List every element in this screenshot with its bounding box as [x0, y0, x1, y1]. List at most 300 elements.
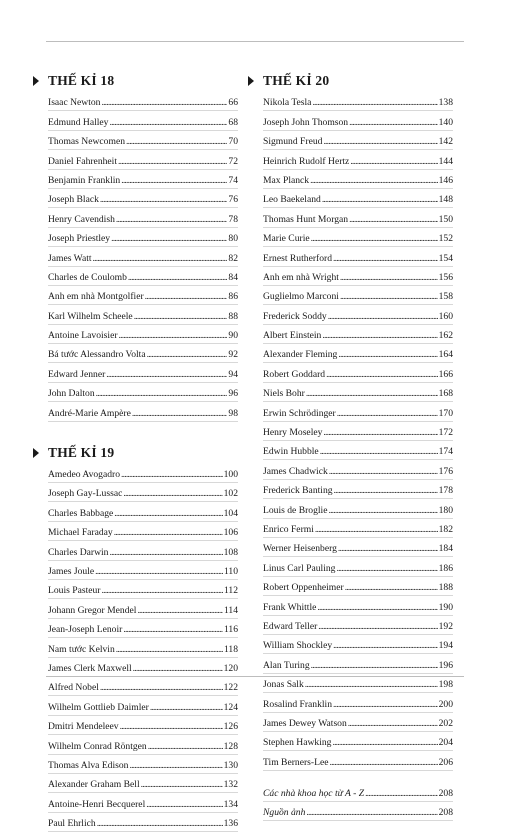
toc-entry-name: Bá tước Alessandro Volta	[48, 349, 146, 361]
section-title: THẾ KỈ 19	[48, 444, 115, 460]
dot-leader	[133, 662, 223, 676]
toc-entry-name: Linus Carl Pauling	[263, 562, 336, 574]
toc-entry-name: Erwin Schrödinger	[263, 407, 336, 419]
toc-entry-page-number: 80	[228, 233, 238, 245]
toc-entry-page-number: 68	[228, 116, 238, 128]
toc-entry-name: Robert Oppenheimer	[263, 582, 344, 594]
toc-entry	[48, 793, 238, 812]
dot-leader	[318, 620, 437, 634]
toc-entry-name: Thomas Hunt Morgan	[263, 213, 349, 225]
dot-leader	[315, 523, 438, 537]
toc-entry	[48, 561, 238, 580]
toc-entry	[48, 541, 238, 560]
toc-entry-name: James Joule	[48, 565, 95, 577]
toc-entry-page-number: 202	[438, 717, 453, 729]
toc-list-appendix	[263, 783, 453, 822]
toc-entry	[263, 557, 453, 576]
toc-entry-name: Alan Turing	[263, 659, 310, 671]
toc-entry-name: James Clerk Maxwell	[48, 662, 132, 674]
toc-entry-name: Edwin Hubble	[263, 446, 319, 458]
toc-entry-page-number: 136	[223, 818, 238, 830]
toc-entry	[48, 228, 238, 247]
toc-entry-page-number: 102	[223, 488, 238, 500]
toc-entry	[263, 363, 453, 382]
dot-leader	[326, 368, 438, 382]
dot-leader	[128, 271, 228, 285]
dot-leader	[306, 387, 438, 401]
toc-entry-name: Paul Ehrlich	[48, 818, 96, 830]
toc-entry-name: Dmitri Mendeleev	[48, 721, 119, 733]
toc-entry-name: Nikola Tesla	[263, 97, 312, 109]
toc-entry-name: Michael Faraday	[48, 527, 113, 539]
dot-leader	[349, 116, 438, 130]
toc-entry	[263, 383, 453, 402]
toc-entry	[263, 247, 453, 266]
toc-entry	[263, 131, 453, 150]
dot-leader	[129, 759, 222, 773]
toc-entry-page-number: 172	[438, 427, 453, 439]
dot-leader	[146, 798, 222, 812]
toc-entry	[263, 751, 453, 770]
toc-entry-page-number: 146	[438, 174, 453, 186]
toc-entry-name: Jonas Salk	[263, 679, 304, 691]
toc-entry-page-number: 78	[228, 213, 238, 225]
toc-entry-page-number: 194	[438, 640, 453, 652]
toc-entry-name: Louis de Broglie	[263, 504, 328, 516]
toc-entry	[48, 402, 238, 421]
toc-entry	[263, 635, 453, 654]
toc-entry-name: André-Marie Ampère	[48, 407, 131, 419]
dot-leader	[102, 584, 223, 598]
toc-entry-page-number: 108	[223, 546, 238, 558]
toc-entry	[48, 286, 238, 305]
toc-entry-page-number: 174	[438, 446, 453, 458]
toc-entry-name: Wilhelm Gottlieb Daimler	[48, 701, 149, 713]
toc-entry-name: Robert Goddard	[263, 368, 326, 380]
toc-entry-name: Henry Moseley	[263, 427, 323, 439]
toc-entry-page-number: 76	[228, 194, 238, 206]
toc-entry	[263, 228, 453, 247]
dot-leader	[120, 720, 223, 734]
toc-entry-name: Antoine-Henri Becquerel	[48, 798, 146, 810]
dot-leader	[312, 96, 437, 110]
dot-leader	[340, 271, 438, 285]
toc-entry	[263, 538, 453, 557]
toc-entry-name: Wilhelm Conrad Röntgen	[48, 740, 147, 752]
toc-entry	[263, 189, 453, 208]
toc-entry	[48, 111, 238, 130]
toc-entry-name: Werner Heisenberg	[263, 543, 337, 555]
toc-entry-page-number: 198	[438, 679, 453, 691]
toc-entry-name: Edmund Halley	[48, 116, 109, 128]
section-title: THẾ KỈ 18	[48, 73, 115, 88]
toc-entry-page-number: 200	[438, 698, 453, 710]
toc-entry-page-number: 86	[228, 291, 238, 303]
dot-leader	[97, 817, 223, 831]
toc-entry-page-number: 92	[228, 349, 238, 361]
toc-entry-page-number: 196	[438, 659, 453, 671]
dot-leader	[109, 116, 227, 130]
dot-leader	[93, 252, 228, 266]
toc-entry	[48, 580, 238, 599]
dot-leader	[137, 604, 223, 618]
dot-leader	[322, 329, 437, 343]
dot-leader	[100, 193, 228, 207]
dot-leader	[333, 252, 438, 266]
toc-entry	[48, 774, 238, 793]
toc-entry-page-number: 70	[228, 136, 238, 148]
triangle-bullet-icon	[33, 76, 39, 86]
dot-leader	[95, 565, 223, 579]
dot-leader	[305, 678, 438, 692]
toc-entry-page-number: 184	[438, 543, 453, 555]
toc-entry-page-number: 160	[438, 310, 453, 322]
dot-leader	[320, 445, 438, 459]
dot-leader	[328, 310, 438, 324]
triangle-bullet-icon	[33, 448, 39, 458]
toc-entry	[48, 131, 238, 150]
dot-leader	[111, 232, 227, 246]
toc-entry-name: Rosalind Franklin	[263, 698, 333, 710]
dot-leader	[121, 174, 227, 188]
toc-entry-page-number: 126	[223, 721, 238, 733]
toc-entry-page-number: 132	[223, 779, 238, 791]
dot-leader	[334, 484, 438, 498]
toc-entry-name: Edward Jenner	[48, 368, 106, 380]
toc-entry-name: Anh em nhà Montgolfier	[48, 291, 144, 303]
toc-list-18th-century	[48, 92, 238, 422]
toc-entry-name: Frederick Banting	[263, 485, 333, 497]
toc-entry-page-number: 100	[223, 469, 238, 481]
dot-leader	[311, 659, 438, 673]
toc-entry-page-number: 130	[223, 759, 238, 771]
toc-entry-page-number: 178	[438, 485, 453, 497]
toc-entry-name: Stephen Hawking	[263, 737, 332, 749]
toc-entry-page-number: 118	[223, 643, 238, 655]
toc-entry	[48, 305, 238, 324]
toc-entry-page-number: 66	[228, 97, 238, 109]
toc-entry	[263, 499, 453, 518]
toc-entry	[263, 325, 453, 344]
section-heading-19th-century	[33, 442, 238, 464]
toc-entry-name: Ernest Rutherford	[263, 252, 333, 264]
toc-entry-name: Benjamin Franklin	[48, 174, 121, 186]
toc-entry-page-number: 208	[438, 807, 453, 819]
dot-leader	[147, 348, 228, 362]
toc-entry	[263, 577, 453, 596]
dot-leader	[132, 407, 228, 421]
dot-leader	[311, 232, 438, 246]
toc-entry-page-number: 170	[438, 407, 453, 419]
toc-entry	[48, 92, 238, 111]
toc-entry	[48, 344, 238, 363]
dot-leader	[306, 806, 437, 820]
dot-leader	[116, 643, 223, 657]
toc-entry-page-number: 110	[223, 565, 238, 577]
dot-leader	[123, 623, 223, 637]
toc-entry-page-number: 188	[438, 582, 453, 594]
toc-entry-page-number: 192	[438, 620, 453, 632]
toc-entry-page-number: 152	[438, 233, 453, 245]
dot-leader	[323, 426, 437, 440]
toc-entry-page-number: 144	[438, 155, 453, 167]
toc-entry-name: Max Planck	[263, 174, 310, 186]
toc-entry-name: Charles de Coulomb	[48, 271, 127, 283]
dot-leader	[114, 526, 223, 540]
toc-entry-name: Thomas Alva Edison	[48, 759, 129, 771]
toc-entry	[48, 325, 238, 344]
dot-leader	[350, 155, 437, 169]
toc-entry-name: Albert Einstein	[263, 330, 322, 342]
dot-leader	[96, 387, 228, 401]
toc-entry	[263, 92, 453, 111]
toc-entry	[48, 755, 238, 774]
toc-entry	[263, 422, 453, 441]
toc-entry-name: Isaac Newton	[48, 97, 101, 109]
toc-entry	[263, 208, 453, 227]
toc-entry-page-number: 186	[438, 562, 453, 574]
toc-entry-name: Leo Baekeland	[263, 194, 321, 206]
toc-entry-name: Frederick Soddy	[263, 310, 327, 322]
toc-entry-page-number: 94	[228, 368, 238, 380]
toc-entry	[263, 344, 453, 363]
toc-entry-page-number: 120	[223, 662, 238, 674]
section-title: THẾ KỈ 20	[263, 73, 330, 88]
toc-entry-name: Frank Whittle	[263, 601, 317, 613]
toc-entry	[48, 813, 238, 832]
top-rule	[46, 41, 464, 42]
toc-entry-name: Alexander Fleming	[263, 349, 338, 361]
toc-entry-page-number: 140	[438, 116, 453, 128]
toc-entry-name: James Chadwick	[263, 465, 328, 477]
toc-entry-name: Johann Gregor Mendel	[48, 604, 137, 616]
toc-entry-page-number: 128	[223, 740, 238, 752]
toc-entry	[263, 616, 453, 635]
dot-leader	[348, 717, 438, 731]
toc-entry-name: Karl Wilhelm Scheele	[48, 310, 133, 322]
toc-entry-page-number: 74	[228, 174, 238, 186]
toc-entry	[263, 802, 453, 821]
dot-leader	[349, 213, 438, 227]
toc-entry	[48, 170, 238, 189]
toc-entry-page-number: 176	[438, 465, 453, 477]
toc-entry	[48, 522, 238, 541]
toc-entry-name: Alexander Graham Bell	[48, 779, 140, 791]
toc-entry-page-number: 142	[438, 136, 453, 148]
toc-entry	[48, 483, 238, 502]
toc-entry-name: Nguồn ảnh	[263, 807, 306, 819]
toc-entry-name: James Watt	[48, 252, 92, 264]
dot-leader	[345, 581, 438, 595]
toc-entry	[48, 363, 238, 382]
toc-entry-name: John Dalton	[48, 388, 95, 400]
dot-leader	[116, 213, 228, 227]
dot-leader	[365, 787, 438, 801]
toc-entry-name: Alfred Nobel	[48, 682, 99, 694]
dot-leader	[109, 546, 222, 560]
dot-leader	[101, 96, 227, 110]
toc-entry-page-number: 162	[438, 330, 453, 342]
toc-entry-name: Guglielmo Marconi	[263, 291, 339, 303]
toc-entry-name: Daniel Fahrenheit	[48, 155, 117, 167]
dot-leader	[340, 290, 438, 304]
dot-leader	[121, 468, 223, 482]
toc-entry	[263, 267, 453, 286]
toc-entry-name: Amedeo Avogadro	[48, 469, 121, 481]
dot-leader	[100, 681, 223, 695]
triangle-bullet-icon	[248, 76, 254, 86]
dot-leader	[141, 778, 223, 792]
dot-leader	[123, 487, 222, 501]
toc-entry-name: Charles Babbage	[48, 507, 114, 519]
toc-entry	[263, 170, 453, 189]
dot-leader	[336, 562, 437, 576]
dot-leader	[333, 698, 438, 712]
toc-entry-name: Sigmund Freud	[263, 136, 323, 148]
toc-entry	[48, 208, 238, 227]
toc-entry	[48, 638, 238, 657]
toc-entry-name: William Shockley	[263, 640, 333, 652]
toc-entry	[48, 677, 238, 696]
toc-entry	[263, 693, 453, 712]
toc-entry-page-number: 124	[223, 701, 238, 713]
toc-entry	[263, 480, 453, 499]
dot-leader	[332, 736, 437, 750]
toc-entry-name: Charles Darwin	[48, 546, 109, 558]
toc-entry-page-number: 206	[438, 756, 453, 768]
toc-entry-name: Edward Teller	[263, 620, 318, 632]
toc-entry	[48, 247, 238, 266]
section-heading-18th-century	[33, 70, 238, 92]
toc-entry-page-number: 150	[438, 213, 453, 225]
dot-leader	[322, 193, 438, 207]
dot-leader	[317, 601, 437, 615]
toc-entry-page-number: 204	[438, 737, 453, 749]
toc-entry	[263, 713, 453, 732]
toc-entry-page-number: 98	[228, 407, 238, 419]
toc-entry	[263, 111, 453, 130]
dot-leader	[134, 310, 228, 324]
toc-entry-name: Henry Cavendish	[48, 213, 115, 225]
toc-entry	[48, 189, 238, 208]
toc-entry-name: Tim Berners-Lee	[263, 756, 329, 768]
toc-entry-name: Thomas Newcomen	[48, 136, 125, 148]
toc-entry-page-number: 96	[228, 388, 238, 400]
toc-entry-page-number: 180	[438, 504, 453, 516]
toc-entry-name: Joseph Gay-Lussac	[48, 488, 123, 500]
toc-entry-name: Marie Curie	[263, 233, 310, 245]
toc-entry-page-number: 182	[438, 523, 453, 535]
toc-entry	[48, 619, 238, 638]
toc-entry-page-number: 134	[223, 798, 238, 810]
toc-entry	[48, 658, 238, 677]
toc-entry	[48, 735, 238, 754]
toc-entry-page-number: 168	[438, 388, 453, 400]
toc-entry-name: Joseph Black	[48, 194, 99, 206]
dot-leader	[338, 348, 437, 362]
toc-entry	[263, 654, 453, 673]
dot-leader	[106, 368, 227, 382]
toc-entry-name: Joseph Priestley	[48, 233, 111, 245]
dot-leader	[310, 174, 438, 188]
toc-entry	[48, 150, 238, 169]
column-right	[263, 70, 453, 821]
toc-entry-name: Niels Bohr	[263, 388, 305, 400]
toc-entry	[263, 596, 453, 615]
toc-entry-page-number: 138	[438, 97, 453, 109]
toc-entry-name: James Dewey Watson	[263, 717, 347, 729]
dot-leader	[119, 329, 228, 343]
toc-entry-page-number: 104	[223, 507, 238, 519]
toc-entry-page-number: 164	[438, 349, 453, 361]
dot-leader	[328, 504, 437, 518]
toc-entry	[48, 383, 238, 402]
toc-entry	[263, 402, 453, 421]
toc-entry-name: Louis Pasteur	[48, 585, 101, 597]
toc-entry-name: Enrico Fermi	[263, 523, 314, 535]
toc-entry-page-number: 208	[438, 788, 453, 800]
toc-entry-page-number: 88	[228, 310, 238, 322]
toc-entry	[263, 150, 453, 169]
toc-entry-name: Anh em nhà Wright	[263, 271, 339, 283]
toc-entry-name: Joseph John Thomson	[263, 116, 349, 128]
dot-leader	[145, 290, 228, 304]
dot-leader	[126, 135, 227, 149]
dot-leader	[148, 740, 223, 754]
dot-leader	[150, 701, 223, 715]
toc-entry-page-number: 82	[228, 252, 238, 264]
toc-entry-page-number: 112	[223, 585, 238, 597]
dot-leader	[114, 507, 222, 521]
toc-entry-page-number: 166	[438, 368, 453, 380]
toc-entry	[263, 732, 453, 751]
toc-entry-name: Jean-Joseph Lenoir	[48, 624, 123, 636]
toc-entry-page-number: 148	[438, 194, 453, 206]
section-heading-20th-century	[248, 70, 453, 92]
dot-leader	[333, 639, 437, 653]
bottom-rule	[46, 676, 464, 677]
dot-leader	[337, 407, 438, 421]
toc-entry-page-number: 154	[438, 252, 453, 264]
toc-entry-page-number: 122	[223, 682, 238, 694]
toc-entry-page-number: 158	[438, 291, 453, 303]
toc-entry-page-number: 90	[228, 330, 238, 342]
toc-entry	[48, 696, 238, 715]
toc-entry-page-number: 84	[228, 271, 238, 283]
toc-entry-name: Antoine Lavoisier	[48, 330, 118, 342]
toc-entry	[263, 519, 453, 538]
toc-entry	[263, 460, 453, 479]
toc-entry-page-number: 156	[438, 271, 453, 283]
toc-entry	[263, 286, 453, 305]
dot-leader	[329, 465, 438, 479]
column-left	[48, 70, 238, 832]
toc-entry-page-number: 114	[223, 604, 238, 616]
toc-entry	[48, 599, 238, 618]
toc-entry-name: Các nhà khoa học từ A - Z	[263, 788, 365, 800]
toc-entry-name: Heinrich Rudolf Hertz	[263, 155, 350, 167]
toc-entry	[263, 783, 453, 802]
toc-entry	[48, 267, 238, 286]
toc-entry-page-number: 190	[438, 601, 453, 613]
toc-entry-page-number: 116	[223, 624, 238, 636]
toc-entry	[263, 441, 453, 460]
toc-entry-page-number: 72	[228, 155, 238, 167]
toc-entry-page-number: 106	[223, 527, 238, 539]
dot-leader	[338, 542, 438, 556]
toc-list-20th-century	[263, 92, 453, 771]
toc-entry	[48, 464, 238, 483]
